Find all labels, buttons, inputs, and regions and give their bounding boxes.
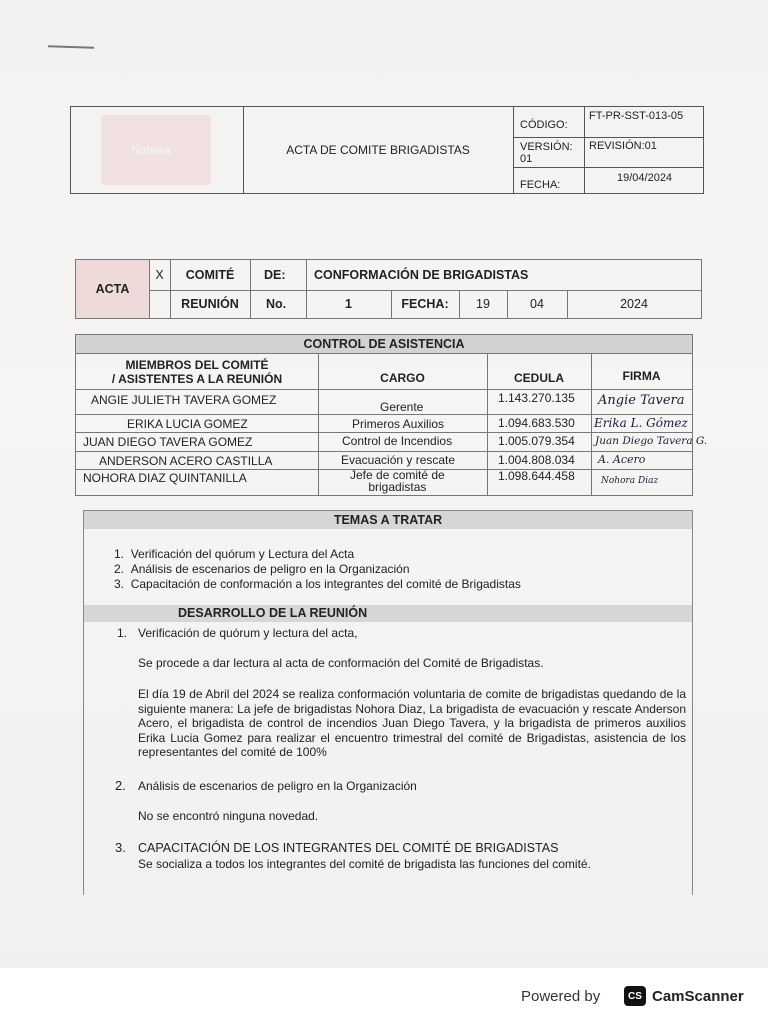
signature: A. Acero [598,453,646,466]
member-name: ANDERSON ACERO CASTILLA [99,454,273,468]
powered-by-text: Powered by [521,988,601,1005]
signature: Nohora Diaz [601,476,659,486]
member-cargo: Evacuación y rescate [341,453,456,467]
document-header [70,106,704,194]
topic-item [114,562,410,576]
member-name: ERIKA LUCIA GOMEZ [127,417,248,431]
member-cargo: Gerente [380,400,424,414]
no-label: No. [266,297,287,311]
fecha-label: FECHA: [401,297,449,311]
development-title-band [84,605,692,622]
topic-number: 2. [114,562,125,576]
member-name: NOHORA DIAZ QUINTANILLA [83,471,247,485]
topic-item [114,547,354,561]
signature: Juan Diego Tavera G. [595,435,708,447]
fecha-value: 19/04/2024 [617,172,673,184]
pen-mark [48,45,94,49]
members-header-line-2: / ASISTENTES A LA REUNIÓN [111,372,283,386]
reunion-label: REUNIÓN [181,297,239,311]
codigo-label: CÓDIGO: [513,107,585,137]
cedula-header: CEDULA [514,371,564,385]
signature: Angie Tavera [598,393,685,408]
member-cedula: 1.094.683.530 [498,416,575,430]
signature: Erika L. Gómez [594,416,688,430]
de-label: DE: [264,268,286,282]
attendance-table [75,334,708,496]
member-name: JUAN DIEGO TAVERA GOMEZ [83,435,253,449]
attendance-title: CONTROL DE ASISTENCIA [76,335,692,353]
acta-number: 1 [345,297,352,311]
topic-number: 3. [114,577,125,591]
acta-month: 04 [530,297,544,311]
section-paragraph: Se procede a dar lectura al acta de conformación del Comité de Brigadistas. [138,656,544,670]
member-name: ANGIE JULIETH TAVERA GOMEZ [91,393,277,407]
meeting-development [83,605,693,895]
x-mark: X [155,268,164,282]
acta-day: 19 [476,297,490,311]
member-cedula: 1.005.079.354 [498,434,575,448]
topic-text: Análisis de escenarios de peligro en la Organización [130,562,410,576]
acta-subject: CONFORMACIÓN DE BRIGADISTAS [314,268,529,282]
section-title: Verificación de quórum y lectura del acta, [138,626,358,640]
section-number: 1. [117,626,128,640]
cargo-header: CARGO [380,371,425,385]
document-title: ACTA DE COMITE BRIGADISTAS [243,107,514,193]
codigo-value: FT-PR-SST-013-05 [589,110,684,122]
acta-year: 2024 [620,297,648,311]
section-number: 2. [115,778,126,793]
section-title: Análisis de escenarios de peligro en la Organización [138,779,417,793]
revision-value: REVISIÓN:01 [589,140,657,152]
members-header-line-1: MIEMBROS DEL COMITÉ [125,358,269,372]
camscanner-brand: CamScanner [652,988,744,1005]
member-cedula: 1.004.808.034 [498,453,575,467]
comite-label: COMITÉ [185,268,235,282]
topic-text: Capacitación de conformación a los integrantes del comité de Brigadistas [130,577,521,591]
fecha-label: FECHA: [513,167,585,193]
section-number: 3. [115,840,126,855]
member-cargo [350,469,445,493]
member-cargo: Control de Incendios [342,434,453,448]
members-header [76,358,318,386]
camscanner-logo-icon: CS [624,986,646,1006]
version-label-line-2: 01 [520,153,533,165]
acta-label: ACTA [95,282,130,296]
acta-table [75,259,702,319]
topics-title: TEMAS A TRATAR [84,511,692,529]
logo-text: Nohora [131,143,171,157]
member-cedula: 1.098.644.458 [498,469,575,483]
company-logo [71,107,244,193]
topic-number: 1. [114,547,125,561]
section-paragraph: El día 19 de Abril del 2024 se realiza conformación voluntaria de comite de brigadistas quedando de la siguiente manera: La jefe de brigadistas Nohora Diaz, La brigadista de evacuación y rescate Anderson Acero, el brigadista de control de incendios Juan Diego Tavera, y la brigadista de primeros auxilios Erika Lucia Gomez para realizar el encuentro trimestral del comité de Brigadistas, asistencia de los representantes del comité de 100% [138,687,686,759]
topic-item [114,577,521,591]
development-title: DESARROLLO DE LA REUNIÓN [178,606,368,620]
section-paragraph: No se encontró ninguna novedad. [138,809,319,823]
section-paragraph: Se socializa a todos los integrantes del comité de brigadista las funciones del comité. [138,857,591,871]
member-cargo-line-1: Jefe de comité de [350,468,445,482]
member-cargo: Primeros Auxilios [352,417,445,431]
version-label [513,137,585,167]
topic-text: Verificación del quórum y Lectura del Acta [130,547,355,561]
firma-header: FIRMA [622,369,661,383]
topics-section [83,510,693,607]
version-label-line-1: VERSIÓN: [520,141,573,153]
member-cargo-line-2: brigadistas [368,480,427,494]
section-title: CAPACITACIÓN DE LOS INTEGRANTES DEL COMITÉ DE BRIGADISTAS [138,841,559,855]
member-cedula: 1.143.270.135 [498,391,575,405]
